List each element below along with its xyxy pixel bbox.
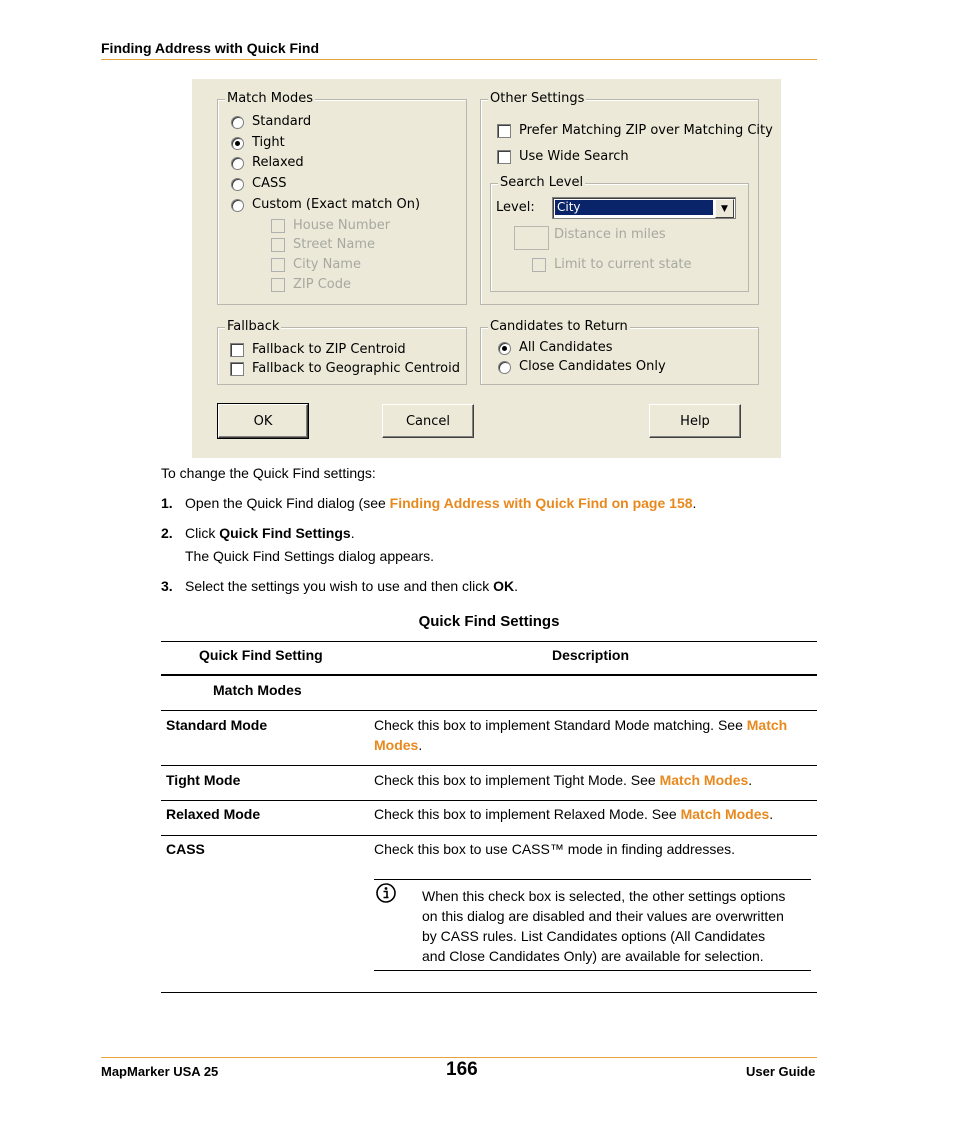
step-text: . <box>350 525 355 541</box>
candidates-legend: Candidates to Return <box>490 319 628 334</box>
desc-text: . <box>418 737 423 753</box>
table-section-match-modes: Match Modes <box>213 682 302 698</box>
radio-close-candidates[interactable] <box>498 359 666 375</box>
checkbox-city-name[interactable] <box>271 257 361 273</box>
distance-label: Distance in miles <box>554 227 666 242</box>
radio-standard[interactable] <box>231 114 311 130</box>
checkbox-limit-state[interactable] <box>532 257 692 273</box>
radio-icon <box>231 116 244 129</box>
radio-selected-icon <box>231 137 244 150</box>
table-header-description: Description <box>552 647 630 663</box>
table-caption: Quick Find Settings <box>418 613 560 630</box>
match-modes-link[interactable]: Match <box>746 717 788 733</box>
step-text: Open the Quick Find dialog (see <box>185 495 390 511</box>
desc-text: . <box>748 772 753 788</box>
radio-cass[interactable] <box>231 176 286 192</box>
intro-text: To change the Quick Find settings: <box>161 465 376 481</box>
all-candidates-label: All Candidates <box>519 340 613 355</box>
candidates-group <box>480 319 759 385</box>
step-bold: OK <box>493 578 515 594</box>
radio-standard-label: Standard <box>252 114 312 129</box>
step-bold: Quick Find Settings <box>219 525 351 541</box>
table-header-rule <box>161 674 817 676</box>
desc-text: . <box>769 806 774 822</box>
step-text: . <box>692 495 697 511</box>
checkbox-wide-search[interactable] <box>497 149 629 165</box>
radio-tight[interactable] <box>231 135 285 151</box>
setting-relaxed-mode: Relaxed Mode <box>166 806 261 822</box>
desc-cass: Check this box to use CASS™ mode in finding addresses. <box>374 841 736 857</box>
checkbox-icon <box>271 219 285 233</box>
distance-input[interactable] <box>514 226 549 250</box>
note-line: by CASS rules. List Candidates options (All Candidates <box>422 928 766 944</box>
radio-all-candidates[interactable] <box>498 340 612 356</box>
note-line: When this check box is selected, the other settings options <box>422 888 786 904</box>
checkbox-icon <box>271 278 285 292</box>
desc-standard-mode <box>374 715 814 755</box>
radio-relaxed[interactable] <box>231 155 304 171</box>
header-rule <box>101 59 817 60</box>
note-line: and Close Candidates Only) are available for selection. <box>422 948 764 964</box>
table-top-rule <box>161 641 817 642</box>
checkbox-street-name[interactable] <box>271 237 375 253</box>
table-row-rule <box>161 765 817 766</box>
desc-tight-mode <box>374 770 752 790</box>
note-bottom-rule <box>374 970 811 971</box>
radio-icon <box>498 361 511 374</box>
prefer-zip-label: Prefer Matching ZIP over Matching City <box>519 123 773 138</box>
footer-product: MapMarker USA 25 <box>101 1064 219 1079</box>
street-name-label: Street Name <box>293 237 375 252</box>
checkbox-icon <box>271 258 285 272</box>
match-modes-link[interactable]: Match Modes <box>659 772 749 788</box>
help-button[interactable]: Help <box>649 404 741 438</box>
checkbox-icon <box>230 343 244 357</box>
checkbox-icon <box>230 362 244 376</box>
checkbox-house-number[interactable] <box>271 218 390 234</box>
footer-rule <box>101 1057 817 1058</box>
match-modes-link[interactable]: Modes <box>374 737 419 753</box>
step-text: Click <box>185 525 220 541</box>
step-1-link[interactable]: Finding Address with Quick Find on page 158 <box>389 495 693 511</box>
close-candidates-label: Close Candidates Only <box>519 359 666 374</box>
match-modes-legend: Match Modes <box>227 91 313 106</box>
zip-code-label: ZIP Code <box>293 277 351 292</box>
other-settings-legend: Other Settings <box>490 91 585 106</box>
house-number-label: House Number <box>293 218 391 233</box>
cancel-button[interactable]: Cancel <box>382 404 474 438</box>
radio-icon <box>231 199 244 212</box>
level-label: Level: <box>496 200 535 215</box>
chevron-down-icon[interactable]: ▼ <box>715 199 734 218</box>
checkbox-icon <box>497 150 511 164</box>
geo-centroid-label: Fallback to Geographic Centroid <box>252 361 460 376</box>
radio-tight-label: Tight <box>252 135 285 150</box>
radio-cass-label: CASS <box>252 176 287 191</box>
page-number: 166 <box>446 1059 478 1080</box>
step-3 <box>185 578 518 595</box>
step-text: . <box>514 578 519 594</box>
ok-button[interactable]: OK <box>218 404 308 438</box>
limit-state-label: Limit to current state <box>554 257 692 272</box>
checkbox-icon <box>532 258 546 272</box>
info-icon <box>376 883 396 903</box>
checkbox-prefer-zip[interactable] <box>497 123 773 139</box>
desc-text: Check this box to implement Relaxed Mode. See <box>374 806 681 822</box>
match-modes-link[interactable]: Match Modes <box>680 806 770 822</box>
radio-custom[interactable] <box>231 197 420 213</box>
city-name-label: City Name <box>293 257 361 272</box>
setting-tight-mode: Tight Mode <box>166 772 241 788</box>
step-2-sub: The Quick Find Settings dialog appears. <box>185 548 435 564</box>
level-select[interactable] <box>552 197 736 219</box>
wide-search-label: Use Wide Search <box>519 149 629 164</box>
step-1 <box>185 495 696 512</box>
setting-cass: CASS <box>166 841 205 857</box>
step-text: Select the settings you wish to use and then click <box>185 578 494 594</box>
radio-relaxed-label: Relaxed <box>252 155 304 170</box>
step-2 <box>185 525 355 542</box>
table-header-setting: Quick Find Setting <box>199 647 323 663</box>
footer-guide: User Guide <box>746 1064 816 1079</box>
step-number: 2. <box>161 525 173 541</box>
table-bottom-rule <box>161 992 817 993</box>
note-top-rule <box>374 879 811 880</box>
checkbox-icon <box>271 238 285 252</box>
cass-note <box>422 886 814 966</box>
search-level-legend: Search Level <box>500 175 584 190</box>
checkbox-geo-centroid[interactable] <box>230 361 460 377</box>
radio-icon <box>231 178 244 191</box>
checkbox-zip-centroid[interactable] <box>230 342 406 358</box>
quick-find-settings-dialog <box>192 79 781 458</box>
checkbox-icon <box>497 124 511 138</box>
setting-standard-mode: Standard Mode <box>166 717 268 733</box>
table-row-rule <box>161 800 817 801</box>
desc-text: Check this box to implement Tight Mode. See <box>374 772 660 788</box>
desc-relaxed-mode <box>374 804 773 824</box>
checkbox-zip-code[interactable] <box>271 277 351 293</box>
fallback-legend: Fallback <box>227 319 280 334</box>
radio-selected-icon <box>498 342 511 355</box>
radio-icon <box>231 157 244 170</box>
table-row-rule <box>161 710 817 711</box>
step-number: 1. <box>161 495 173 511</box>
note-line: on this dialog are disabled and their values are overwritten <box>422 908 784 924</box>
step-number: 3. <box>161 578 173 594</box>
table-row-rule <box>161 835 817 836</box>
page-header-title: Finding Address with Quick Find <box>101 40 320 56</box>
level-select-value: City <box>555 200 713 215</box>
desc-text: Check this box to implement Standard Mode matching. See <box>374 717 747 733</box>
zip-centroid-label: Fallback to ZIP Centroid <box>252 342 406 357</box>
radio-custom-label: Custom (Exact match On) <box>252 197 421 212</box>
